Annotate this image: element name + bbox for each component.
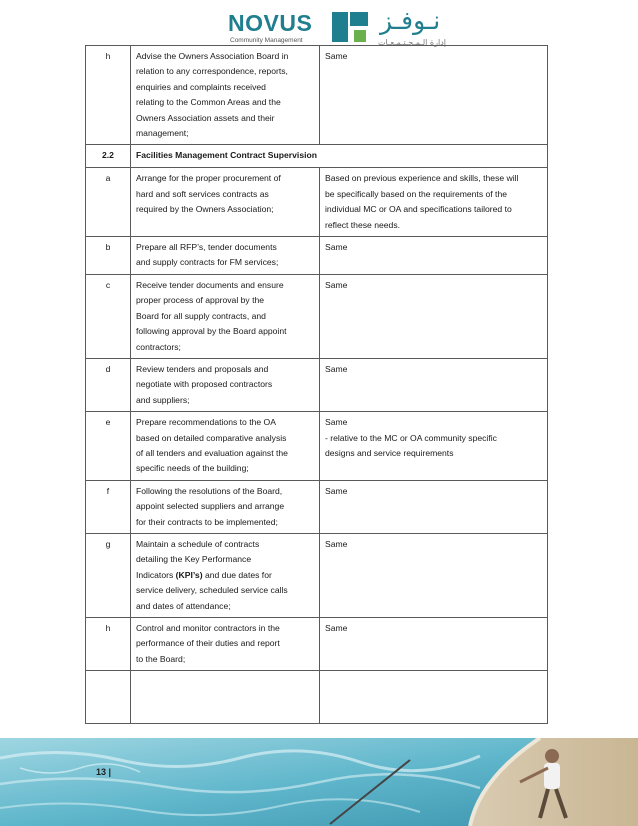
- task-line: to the Board;: [136, 653, 186, 664]
- task-line: appoint selected suppliers and arrange: [136, 501, 285, 512]
- note-line: Same: [325, 623, 348, 633]
- note-cell: [320, 618, 548, 671]
- task-cell: [131, 168, 320, 237]
- note-line: Same: [325, 279, 348, 290]
- note-line: Same: [325, 51, 348, 61]
- task-line: management;: [136, 128, 189, 139]
- note-line: Based on previous experience and skills, these will: [325, 173, 519, 184]
- task-line: relating to the Common Areas and the: [136, 97, 281, 108]
- table-row: [86, 480, 548, 533]
- task-line: of all tenders and evaluation against the: [136, 447, 288, 458]
- row-id: a: [86, 168, 131, 237]
- table-row: [86, 237, 548, 275]
- note-cell: [320, 46, 548, 145]
- task-line: [136, 568, 314, 583]
- task-line: performance of their duties and report: [136, 638, 280, 649]
- task-cell: [131, 237, 320, 275]
- table-row: [86, 274, 548, 358]
- note-line: Same: [325, 417, 348, 428]
- task-line: Following the resolutions of the Board,: [136, 485, 283, 496]
- task-line: and supply contracts for FM services;: [136, 257, 279, 268]
- task-line: Receive tender documents and ensure: [136, 279, 284, 290]
- pool-water-illustration: [0, 738, 638, 826]
- table-row: [86, 618, 548, 671]
- task-line: Board for all supply contracts, and: [136, 310, 266, 321]
- responsibilities-table: [85, 45, 548, 724]
- section-number: 2.2: [86, 145, 131, 168]
- empty-row: [86, 671, 548, 724]
- note-cell: [320, 480, 548, 533]
- row-id: d: [86, 358, 131, 411]
- task-line: negotiate with proposed contractors: [136, 379, 273, 390]
- task-line: Prepare recommendations to the OA: [136, 417, 276, 428]
- table-row: [86, 412, 548, 481]
- logo-arabic-subtitle: إدارة الـمـجـتـمـعـات: [378, 38, 446, 47]
- note-line: be specifically based on the requirements of the: [325, 188, 508, 199]
- logo-english-text: NOVUS: [228, 10, 313, 36]
- empty-cell: [131, 671, 320, 724]
- table-row: [86, 46, 548, 145]
- row-id: h: [86, 618, 131, 671]
- note-line: individual MC or OA and specifications tailored to: [325, 204, 512, 215]
- note-cell: [320, 237, 548, 275]
- note-line: - relative to the MC or OA community specific: [325, 432, 497, 443]
- task-line: proper process of approval by the: [136, 295, 265, 306]
- task-cell: [131, 46, 320, 145]
- note-line: Same: [325, 485, 348, 496]
- note-cell: [320, 533, 548, 617]
- task-text: Indicators: [136, 569, 176, 580]
- table-row: [86, 358, 548, 411]
- task-line: Owners Association assets and their: [136, 112, 275, 123]
- task-line: Arrange for the proper procurement of: [136, 173, 281, 184]
- table-row: [86, 168, 548, 237]
- row-id: e: [86, 412, 131, 481]
- task-line: hard and soft services contracts as: [136, 188, 269, 199]
- task-line: following approval by the Board appoint: [136, 326, 287, 337]
- section-title: Facilities Management Contract Supervision: [131, 145, 548, 168]
- note-cell: [320, 168, 548, 237]
- task-line: for their contracts to be implemented;: [136, 516, 278, 527]
- novus-logo: [228, 6, 568, 50]
- note-cell: [320, 412, 548, 481]
- task-cell: [131, 274, 320, 358]
- task-cell: [131, 533, 320, 617]
- task-cell: [131, 480, 320, 533]
- task-line: Control and monitor contractors in the: [136, 623, 280, 633]
- task-line: specific needs of the building;: [136, 463, 249, 474]
- task-cell: [131, 618, 320, 671]
- task-line: detailing the Key Performance: [136, 554, 252, 565]
- note-line: designs and service requirements: [325, 447, 454, 458]
- logo-english-subtitle: Community Management: [230, 37, 303, 44]
- table-row: [86, 533, 548, 617]
- row-id: f: [86, 480, 131, 533]
- note-line: Same: [325, 538, 348, 549]
- task-line: Maintain a schedule of contracts: [136, 538, 260, 549]
- row-id: b: [86, 237, 131, 275]
- logo-arabic-text: نـوفـز: [380, 6, 441, 35]
- task-line: enquiries and complaints received: [136, 81, 266, 92]
- task-line: Advise the Owners Association Board in: [136, 51, 289, 61]
- note-line: Same: [325, 242, 348, 253]
- task-line: and dates of attendance;: [136, 600, 231, 611]
- kpi-term: (KPI’s): [175, 569, 203, 580]
- logo-mark-icon: [330, 10, 370, 44]
- task-text: and due dates for: [202, 569, 272, 580]
- section-row: [86, 145, 548, 168]
- task-line: relation to any correspondence, reports,: [136, 66, 288, 77]
- empty-cell: [320, 671, 548, 724]
- task-line: Prepare all RFP’s, tender documents: [136, 242, 277, 253]
- empty-cell: [86, 671, 131, 724]
- note-line: reflect these needs.: [325, 219, 401, 230]
- note-cell: [320, 358, 548, 411]
- task-cell: [131, 412, 320, 481]
- task-cell: [131, 358, 320, 411]
- task-line: Review tenders and proposals and: [136, 363, 269, 374]
- task-line: service delivery, scheduled service calls: [136, 585, 288, 596]
- note-line: Same: [325, 363, 348, 374]
- row-id: c: [86, 274, 131, 358]
- page-number: 13 |: [96, 767, 112, 777]
- task-line: contractors;: [136, 341, 181, 352]
- note-cell: [320, 274, 548, 358]
- row-id: g: [86, 533, 131, 617]
- row-id: h: [86, 46, 131, 145]
- task-line: and suppliers;: [136, 394, 190, 405]
- footer-pool-image: [0, 738, 638, 826]
- task-line: based on detailed comparative analysis: [136, 432, 287, 443]
- task-line: required by the Owners Association;: [136, 204, 274, 215]
